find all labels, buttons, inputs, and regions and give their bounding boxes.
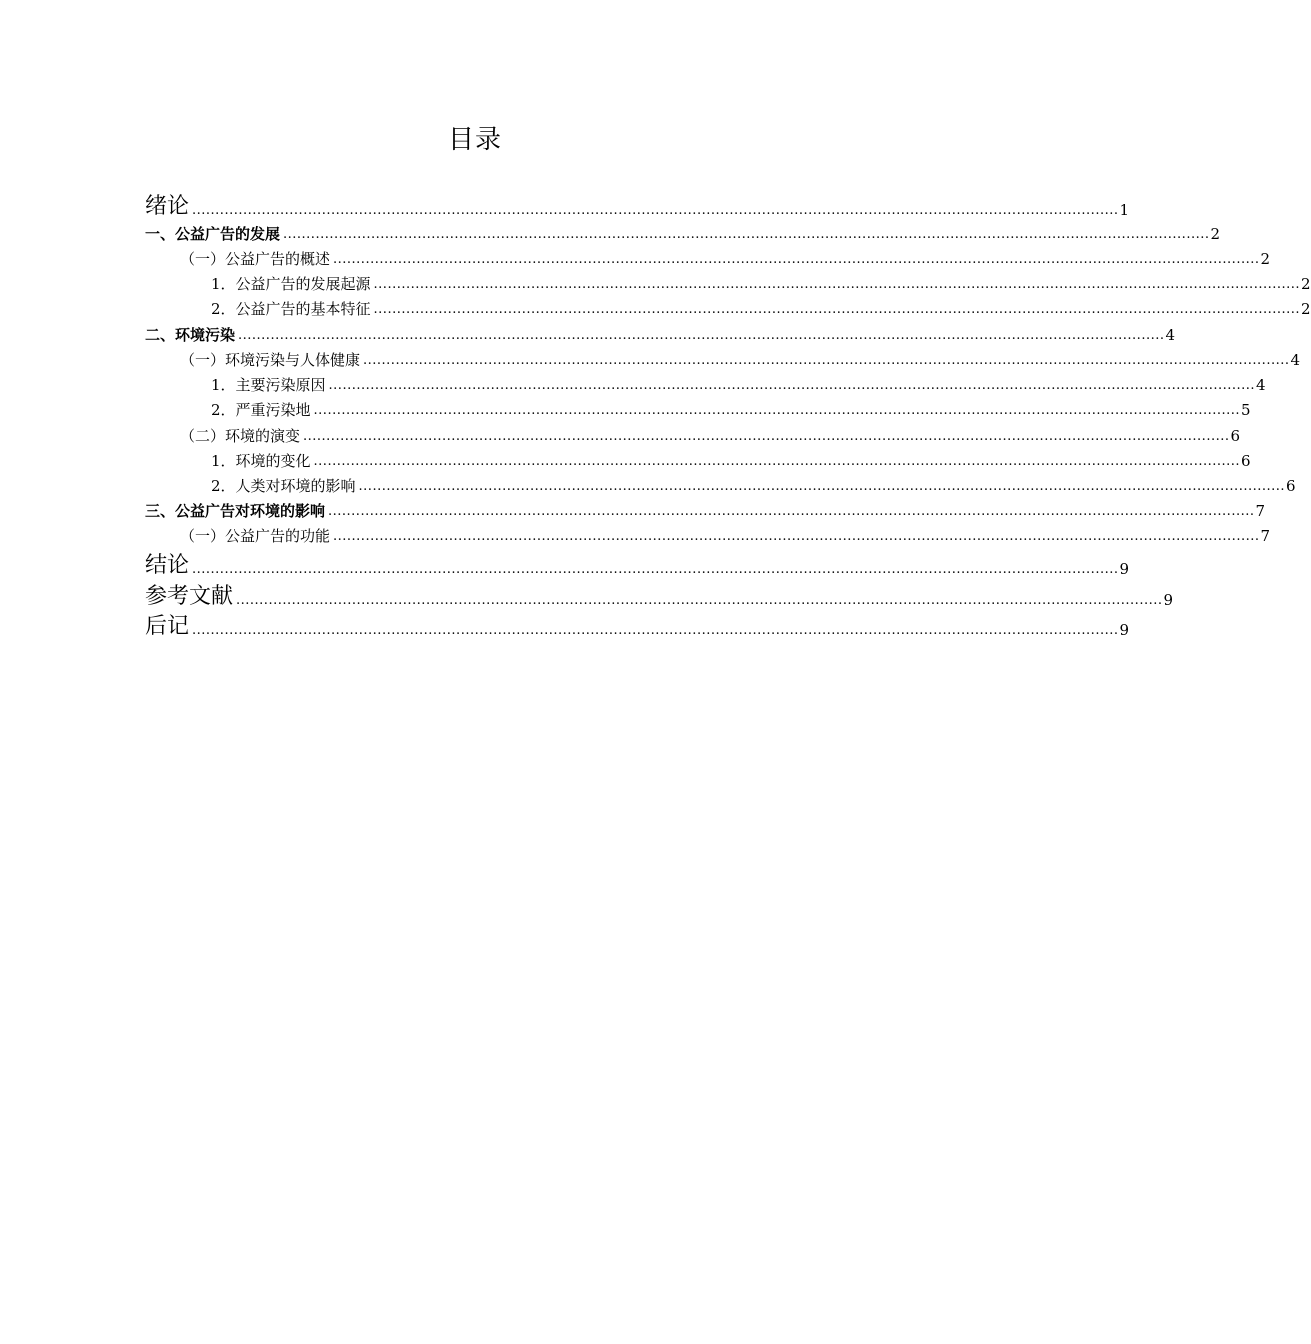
toc-entry-page: 1 xyxy=(1119,201,1130,219)
toc-leader: ........................................................................................................................................................................................................ xyxy=(328,378,1256,393)
toc-entry[interactable] xyxy=(180,426,1241,446)
toc-entry[interactable] xyxy=(211,451,1251,471)
toc-entry-page: 6 xyxy=(1241,452,1251,470)
toc-entry-label: 2．公益广告的基本特征 xyxy=(211,300,371,318)
toc-leader: ........................................................................................................................................................................................................ xyxy=(236,593,1163,608)
toc-entry-label: （一）公益广告的功能 xyxy=(180,527,331,545)
toc-entry-page: 9 xyxy=(1119,621,1130,639)
toc-entry[interactable] xyxy=(145,501,1266,521)
toc-entry[interactable] xyxy=(145,194,1130,220)
toc-entry-label: （一）公益广告的概述 xyxy=(180,250,331,268)
toc-entry-label: 一、公益广告的发展 xyxy=(145,225,281,243)
toc-entry-page: 2 xyxy=(1301,275,1311,293)
toc-entry-label: 1．环境的变化 xyxy=(211,452,311,470)
toc-leader: ........................................................................................................................................................................................................ xyxy=(192,203,1119,218)
toc-entry[interactable] xyxy=(145,584,1174,610)
toc-leader: ........................................................................................................................................................................................................ xyxy=(283,227,1210,242)
toc-entry[interactable] xyxy=(211,476,1296,496)
toc-entry-label: 三、公益广告对环境的影响 xyxy=(145,502,326,520)
toc-entry-page: 7 xyxy=(1255,502,1266,520)
toc-entry[interactable] xyxy=(145,553,1130,579)
toc-entry-page: 6 xyxy=(1230,427,1241,445)
toc-leader: ........................................................................................................................................................................................................ xyxy=(328,504,1255,519)
toc-leader: ........................................................................................................................................................................................................ xyxy=(333,252,1260,267)
toc-entry[interactable] xyxy=(211,274,1311,294)
toc-entry-page: 5 xyxy=(1241,401,1251,419)
toc-entry-label: 绪论 xyxy=(145,194,190,219)
toc-entry[interactable] xyxy=(180,249,1271,269)
toc-leader: ........................................................................................................................................................................................................ xyxy=(313,403,1241,418)
toc-leader: ........................................................................................................................................................................................................ xyxy=(358,479,1286,494)
toc-entry-page: 7 xyxy=(1260,527,1271,545)
toc-entry-page: 9 xyxy=(1163,591,1174,609)
toc-leader: ........................................................................................................................................................................................................ xyxy=(238,328,1165,343)
toc-entry-page: 9 xyxy=(1119,560,1130,578)
toc-entry[interactable] xyxy=(211,400,1251,420)
toc-entry-page: 4 xyxy=(1256,376,1266,394)
toc-leader: ........................................................................................................................................................................................................ xyxy=(192,562,1119,577)
toc-entry[interactable] xyxy=(145,224,1221,244)
toc-entry[interactable] xyxy=(211,299,1311,319)
toc-entry[interactable] xyxy=(180,526,1271,546)
toc-entry-label: 结论 xyxy=(145,553,190,578)
toc-entry-label: （一）环境污染与人体健康 xyxy=(180,351,361,369)
toc-leader: ........................................................................................................................................................................................................ xyxy=(333,529,1260,544)
toc-entry-page: 2 xyxy=(1260,250,1271,268)
toc-leader: ........................................................................................................................................................................................................ xyxy=(373,302,1301,317)
toc-leader: ........................................................................................................................................................................................................ xyxy=(373,277,1301,292)
toc-entry-label: 1．公益广告的发展起源 xyxy=(211,275,371,293)
toc-entry-label: （二）环境的演变 xyxy=(180,427,301,445)
toc-entry[interactable] xyxy=(145,325,1176,345)
toc-leader: ........................................................................................................................................................................................................ xyxy=(313,454,1241,469)
toc-entry-label: 2．严重污染地 xyxy=(211,401,311,419)
toc-entry-label: 1．主要污染原因 xyxy=(211,376,326,394)
toc-entry-label: 2．人类对环境的影响 xyxy=(211,477,356,495)
toc-entry-page: 2 xyxy=(1210,225,1221,243)
toc-entry-page: 4 xyxy=(1165,326,1176,344)
toc-leader: ........................................................................................................................................................................................................ xyxy=(192,623,1119,638)
toc-entry-label: 参考文献 xyxy=(145,584,234,609)
toc-entry-label: 后记 xyxy=(145,614,190,639)
toc-entry-page: 2 xyxy=(1301,300,1311,318)
toc-entry[interactable] xyxy=(180,350,1301,370)
page-title: 目录 xyxy=(447,125,502,155)
toc-entry[interactable] xyxy=(145,614,1130,640)
toc-entry[interactable] xyxy=(211,375,1266,395)
toc-entry-label: 二、环境污染 xyxy=(145,326,236,344)
toc-entry-page: 4 xyxy=(1290,351,1301,369)
toc-leader: ........................................................................................................................................................................................................ xyxy=(363,353,1290,368)
toc-leader: ........................................................................................................................................................................................................ xyxy=(303,429,1230,444)
toc-entry-page: 6 xyxy=(1286,477,1296,495)
